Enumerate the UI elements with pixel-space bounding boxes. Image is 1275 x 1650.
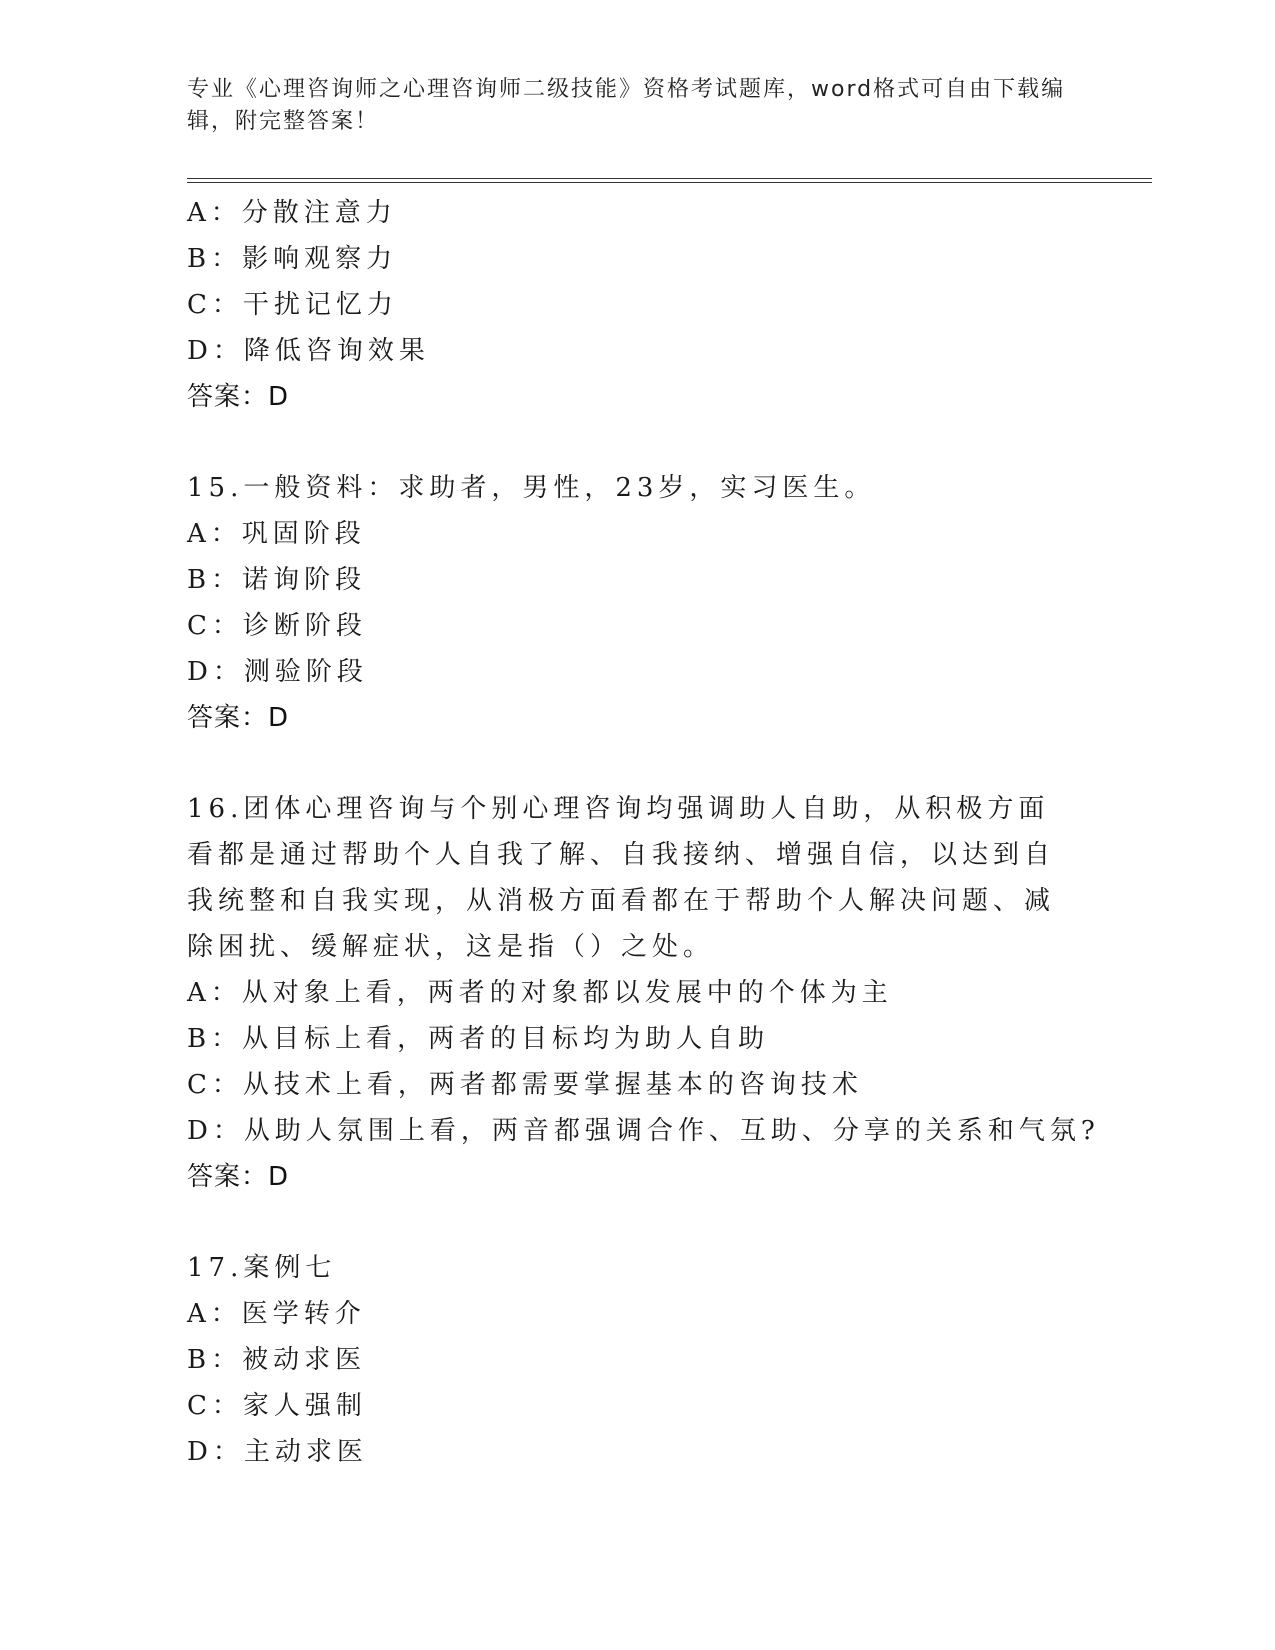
option-d: D：降低咨询效果: [187, 336, 430, 366]
option-c: C：家人强制: [187, 1391, 367, 1421]
option-d: D：主动求医: [187, 1437, 368, 1467]
question-17: [187, 1245, 1067, 1475]
question-15: [187, 465, 1067, 741]
option-b: B：从目标上看，两者的目标均为助人自助: [187, 1024, 770, 1054]
option-b: B：被动求医: [187, 1345, 367, 1375]
header-divider: [187, 178, 1152, 183]
question-stem: 16.团体心理咨询与个别心理咨询均强调助人自助，从积极方面看都是通过帮助个人自我了解、自我接纳、增强自信，以达到自我统整和自我实现，从消极方面看都在于帮助个人解决问题、减除困扰、缓解症状，这是指（）之处。: [187, 794, 1056, 962]
option-a: A：从对象上看，两者的对象都以发展中的个体为主: [187, 978, 893, 1008]
option-a: A：巩固阶段: [187, 519, 366, 549]
option-b: B：诺询阶段: [187, 565, 367, 595]
spacer: [187, 1200, 1067, 1245]
question-stem: 17.案例七: [187, 1253, 337, 1283]
question-14: [187, 190, 1067, 420]
option-a: A：分散注意力: [187, 198, 397, 228]
answer-line: 答案：D: [187, 382, 290, 412]
option-d: D：从助人氛围上看，两音都强调合作、互助、分享的关系和气氛?: [187, 1116, 1100, 1146]
option-d: D：测验阶段: [187, 657, 368, 687]
question-list: [187, 190, 1100, 1475]
option-c: C：诊断阶段: [187, 611, 367, 641]
answer-line: 答案：D: [187, 1162, 290, 1192]
option-b: B：影响观察力: [187, 244, 398, 274]
option-c: C：从技术上看，两者都需要掌握基本的咨询技术: [187, 1070, 863, 1100]
spacer: [187, 420, 1067, 465]
option-a: A：医学转介: [187, 1299, 366, 1329]
spacer: [187, 741, 1067, 786]
question-16: [187, 786, 1100, 1200]
question-stem: 15.一般资料：求助者，男性，23岁，实习医生。: [187, 473, 876, 503]
answer-line: 答案：D: [187, 703, 290, 733]
option-c: C：干扰记忆力: [187, 290, 398, 320]
document-header: 专业《心理咨询师之心理咨询师二级技能》资格考试题库，word格式可自由下载编辑，附完整答案！: [187, 77, 1066, 134]
